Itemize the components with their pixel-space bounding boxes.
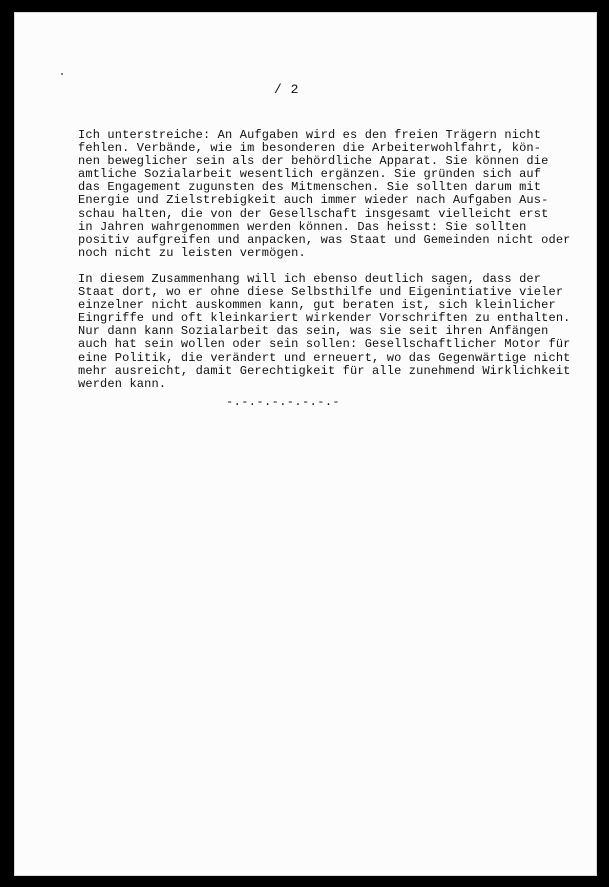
page-number: / 2 [274,82,299,97]
text-line: amtliche Sozialarbeit wesentlich ergänzen. Sie gründen sich auf [78,167,542,182]
paragraph-1 [78,129,578,260]
document-body [78,129,578,391]
document-page [14,12,597,876]
text-line: fehlen. Verbände, wie im besonderen die Arbeiterwohlfahrt, kön- [78,141,542,156]
paragraph-gap [78,260,578,273]
text-line: schau halten, die von der Gesellschaft insgesamt vielleicht erst [78,206,549,221]
text-line: in Jahren wahrgenommen werden können. Das heisst: Sie sollten [78,219,527,234]
text-line: einzelner nicht auskommen kann, gut beraten ist, sich kleinlicher [78,298,556,313]
text-line: Eingriffe und oft kleinkariert wirkender Vorschriften zu enthalten. [78,311,571,326]
scan-speck [61,73,63,75]
text-line: noch nicht zu leisten vermögen. [78,245,306,260]
text-line: nen beweglicher sein als der behördliche Apparat. Sie können die [78,154,549,169]
text-line: positiv aufgreifen und anpacken, was Staat und Gemeinden nicht oder [78,232,571,247]
text-line: Staat dort, wo er ohne diese Selbsthilfe und Eigenintiative vieler [78,285,564,300]
text-line: Nur dann kann Sozialarbeit das sein, was sie seit ihren Anfängen [78,324,549,339]
text-line: mehr ausreicht, damit Gerechtigkeit für alle zunehmend Wirklichkeit [78,363,571,378]
text-line: In diesem Zusammenhang will ich ebenso deutlich sagen, dass der [78,271,542,286]
text-line: auch hat sein wollen oder sein sollen: Gesellschaftlicher Motor für [78,337,571,352]
text-line: Ich unterstreiche: An Aufgaben wird es den freien Trägern nicht [78,128,542,142]
text-line: eine Politik, die verändert und erneuert, wo das Gegenwärtige nicht [78,350,571,365]
paragraph-2 [78,273,578,391]
text-line: das Engagement zugunsten des Mitmenschen. Sie sollten darum mit [78,180,542,195]
text-line: werden kann. [78,376,167,391]
text-line: Energie und Zielstrebigkeit auch immer wieder nach Aufgaben Aus- [78,193,549,208]
section-separator: -.-.-.-.-.-.-.- [226,395,341,409]
